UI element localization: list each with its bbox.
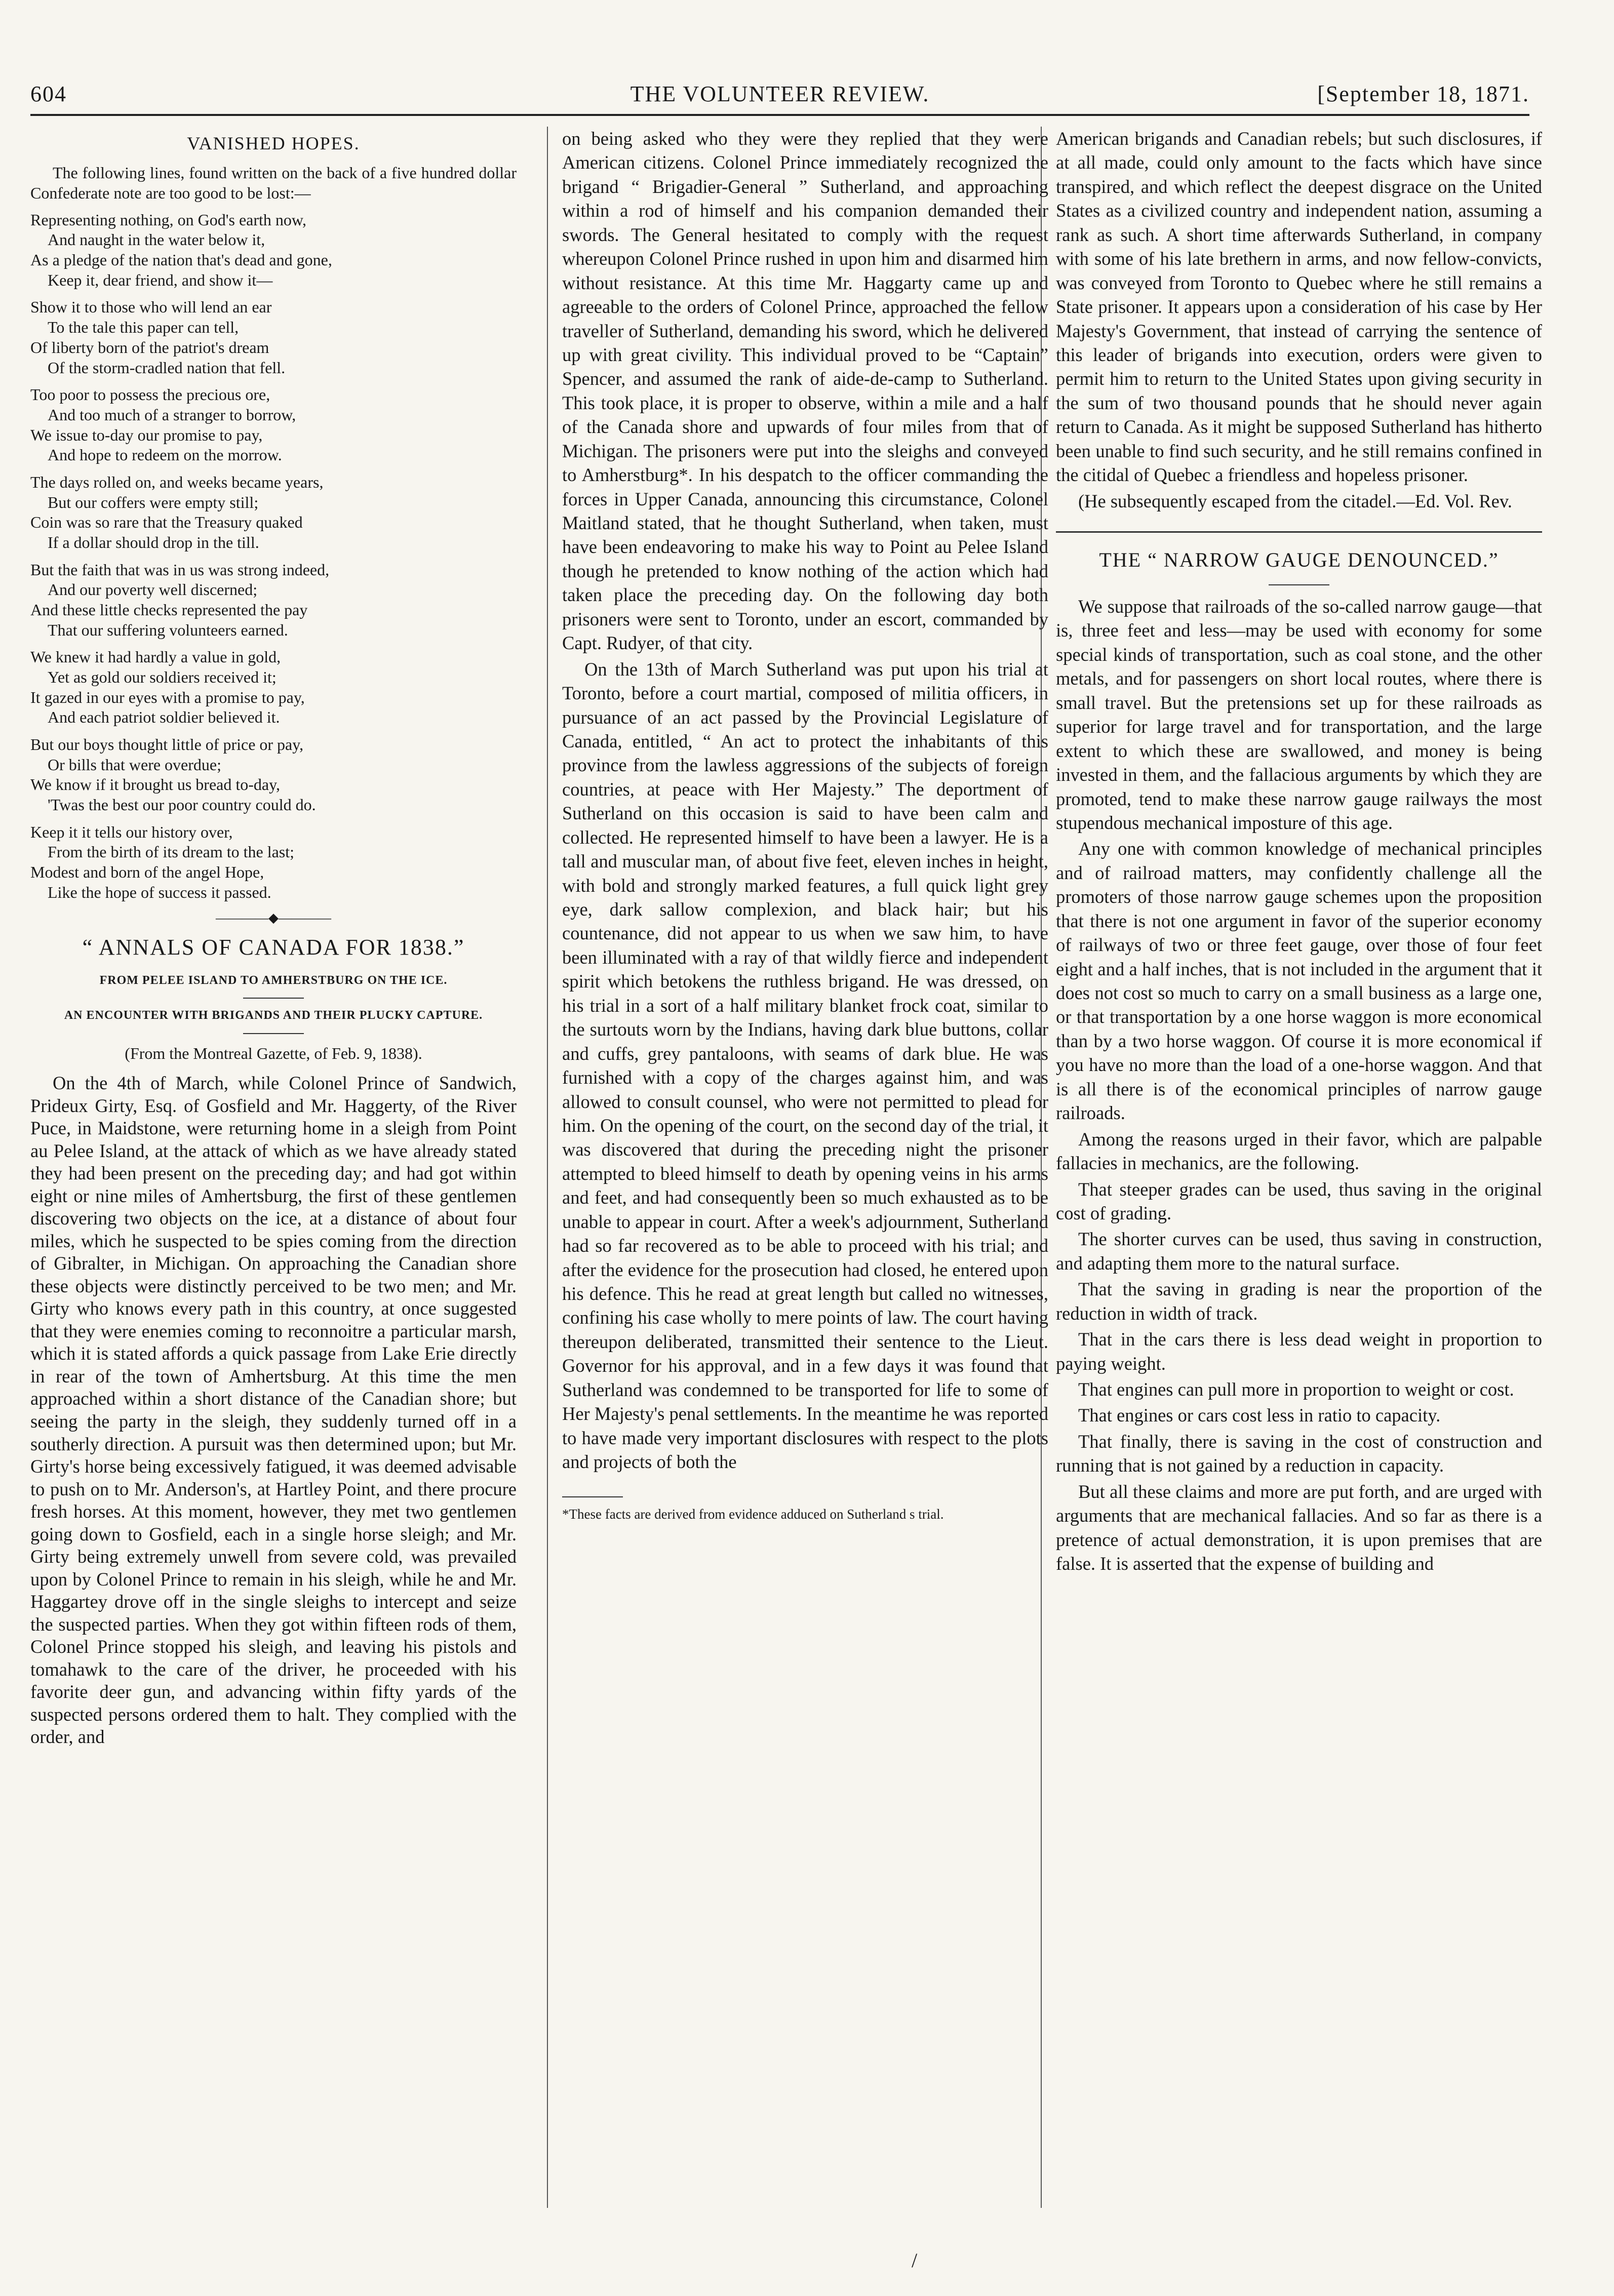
poem-stanza — [30, 647, 517, 728]
article-headline: THE “ NARROW GAUGE DENOUNCED.” — [1099, 548, 1499, 571]
footer-mark: / — [912, 2249, 918, 2272]
poem-line: To the tale this paper can tell, — [48, 318, 239, 337]
poem-line: Representing nothing, on God's earth now, — [30, 210, 306, 229]
poem-intro: The following lines, found written on the back of a five hundred dollar Confederate note are too good to be lost:— — [30, 163, 517, 202]
article-paragraph: Among the reasons urged in their favor, which are palpable fallacies in mechanics, are the following. — [1056, 1128, 1542, 1174]
article-paragraph: The shorter curves can be used, thus saving in construction, and adapting them more to the natural surface. — [1056, 1229, 1542, 1274]
divider — [1269, 584, 1329, 585]
poem-line: 'Twas the best our poor country could do. — [48, 795, 316, 814]
poem-line: Coin was so rare that the Treasury quaked — [30, 513, 303, 532]
poem-line: Show it to those who will lend an ear — [30, 298, 272, 316]
page-number: 604 — [30, 82, 67, 106]
poem-line: And these little checks represented the pay — [30, 600, 308, 619]
poem-line: Of liberty born of the patriot's dream — [30, 338, 269, 357]
poem-line: Of the storm-cradled nation that fell. — [48, 358, 286, 377]
poem-line: Modest and born of the angel Hope, — [30, 862, 264, 881]
poem-stanza — [30, 735, 517, 815]
poem-line: The days rolled on, and weeks became years, — [30, 472, 324, 491]
masthead: THE VOLUNTEER REVIEW. — [630, 82, 930, 106]
article-paragraph: But all these claims and more are put forth, and are urged with arguments that are mechanical fallacies. And so far as there is a pretence of actual demonstration, it is upon premises that are false. It is asserted that the expense of building and — [1056, 1481, 1542, 1574]
page-header — [30, 81, 1529, 129]
poem-line: And our poverty well discerned; — [48, 580, 258, 599]
article-subhead: FROM PELEE ISLAND TO AMHERSTBURG ON THE ICE. — [99, 974, 448, 987]
article-paragraph: On the 13th of March Sutherland was put upon his trial at Toronto, before a court martial, composed of militia officers, in pursuance of an act passed by the Provincial Legislature of Canada, entitled, “ An act to protect the inhabitants of this province from the lawless aggressions of the subjects of foreign countries, at peace with Her Majesty.” The deportment of Sutherland on this occasion is said to have been calm and collected. He represented himself to have been a lawyer. He is a tall and muscular man, of about five feet, eleven inches in height, with bold and strongly marked features, a full quick light grey eye, dark sallow complexion, and black hair; but his countenance, did not appear to us when we saw him, to have been illuminated with a ray of that wildly fierce and independent spirit which betokens the ruthless brigand. He was dressed, on his trial in a sort of a half military blanket frock coat, similar to the surtouts worn by the Indians, having dark blue buttons, collar and cuffs, grey pantaloons, with seams of dark blue. He was furnished with a copy of the charges against him, and was allowed to consult counsel, who were not permitted to plead for him. On the opening of the court, on the second day of the trial, it was discovered that during the preceding night the prisoner attempted to bleed himself to death by opening veins in his arms and feet, and had consequently been so much exhausted as to be unable to appear in court. After a week's adjournment, Sutherland had so far recovered as to be able to proceed with his trial; and after the evidence for the prosecution had closed, he entered upon his defence. This he read at great length but called no witnesses, confining his case wholly to mere points of law. The court having thereupon deliberated, transmitted their sentence to the Lieut. Governor for his approval, and in a few days it was found that Sutherland was condemned to be transported for life to some of Her Majesty's penal settlements. In the meantime he was reported to have made very important disclosures with respect to the plots and projects of both the — [562, 658, 1048, 1473]
poem-line: It gazed in our eyes with a promise to pay, — [30, 688, 305, 706]
article-source-credit: (From the Montreal Gazette, of Feb. 9, 1838). — [125, 1044, 422, 1062]
article-paragraph: That engines or cars cost less in ratio to capacity. — [1078, 1405, 1441, 1426]
poem-stanzas — [30, 210, 517, 903]
poem-line: As a pledge of the nation that's dead and gone, — [30, 251, 332, 269]
poem-line: We know if it brought us bread to-day, — [30, 775, 281, 794]
section-rule — [1056, 531, 1542, 533]
editor-note: (He subsequently escaped from the citadel.—Ed. Vol. Rev. — [1078, 490, 1512, 511]
poem-line: Yet as gold our soldiers received it; — [48, 667, 277, 686]
poem-stanza — [30, 210, 517, 291]
poem-stanza — [30, 297, 517, 378]
article-paragraph: That the saving in grading is near the proportion of the reduction in width of track. — [1056, 1279, 1542, 1324]
poem-line: And naught in the water below it, — [48, 230, 265, 249]
column-3 — [1056, 127, 1542, 2218]
article-paragraph: American brigands and Canadian rebels; but such disclosures, if at all made, could only amount to the facts which have since transpired, and which reflect the deepest disgrace on the United States as a civilized country and independent nation, assuming a rank as such. A short time afterwards Sutherland, in company with some of his late brethern in arms, and now fellow-convicts, was conveyed from Toronto to Quebec where he still remains a State prisoner. It appears upon a consideration of his case by Her Majesty's Government, that instead of carrying the sentence of this leader of brigands into execution, orders were given to permit him to return to the United States upon giving security in the sum of two thousand pounds that he should never again return to Canada. As it might be supposed Sutherland has hitherto been unable to find such security, and he still remains confined in the citidal of Quebec a friendless and hopeless prisoner. — [1056, 128, 1542, 486]
article-paragraph: Any one with common knowledge of mechanical principles and of railroad matters, may confidently challenge all the promoters of those narrow gauge schemes upon the proposition that there is not one argument in favor of the superior economy of railways of two or three feet gauge, over those of four feet eight and a half inches, that is not included in the argument that it does not cost so much to carry on a small business as a large one, or that transportation by a one horse waggon is more economical than by a two horse waggon. Of course it is more economical if you have no more than the load of a one-horse waggon. And that is all there is of the economical principles of narrow gauge railroads. — [1056, 838, 1542, 1124]
poem-line: We issue to-day our promise to pay, — [30, 425, 263, 444]
header-rule — [30, 114, 1529, 116]
poem-stanza — [30, 560, 517, 641]
poem-stanza — [30, 472, 517, 553]
article-paragraph: That finally, there is saving in the cost of construction and running that is not gained by a reduction in capacity. — [1056, 1431, 1542, 1476]
poem-line: Keep it, dear friend, and show it— — [48, 270, 273, 289]
poem-line: Too poor to possess the precious ore, — [30, 385, 270, 404]
article-paragraph: That engines can pull more in proportion to weight or cost. — [1078, 1379, 1514, 1400]
article-subhead: AN ENCOUNTER WITH BRIGANDS AND THEIR PLUCKY CAPTURE. — [64, 1009, 483, 1022]
poem-line: But our coffers were empty still; — [48, 493, 259, 511]
article-body — [1056, 595, 1542, 1576]
poem-line: Keep it it tells our history over, — [30, 822, 233, 841]
poem-title: VANISHED HOPES. — [187, 133, 360, 153]
article-paragraph: That in the cars there is less dead weight in proportion to paying weight. — [1056, 1329, 1542, 1374]
poem-line: That our suffering volunteers earned. — [48, 620, 288, 639]
poem-line: We knew it had hardly a value in gold, — [30, 648, 281, 666]
divider — [243, 1033, 304, 1034]
footnote: *These facts are derived from evidence adduced on Sutherland s trial. — [562, 1506, 944, 1522]
article-headline: “ ANNALS OF CANADA FOR 1838.” — [82, 935, 465, 960]
column-1 — [30, 127, 517, 2218]
poem-line: But our boys thought little of price or pay, — [30, 735, 304, 754]
poem-line: And too much of a stranger to borrow, — [48, 405, 296, 424]
article-paragraph: That steeper grades can be used, thus saving in the original cost of grading. — [1056, 1178, 1542, 1223]
poem-line: Like the hope of success it passed. — [48, 883, 271, 901]
divider — [243, 998, 304, 999]
section-ornament: ————◆———— — [216, 911, 331, 926]
poem-line: Or bills that were overdue; — [48, 755, 221, 774]
article-paragraph: On the 4th of March, while Colonel Prince of Sandwich, Prideux Girty, Esq. of Gosfield and Mr. Haggerty, of the River Puce, in Maidstone, were returning home in a sleigh from Point au Pelee Island, at the attack of which as we have already stated they had been present on the preceding day; and had got within eight or nine miles of Amhertsburg, the first of these gentlemen discovering two objects on the ice, at a distance of about four miles, which he suspected to be spies coming from the direction of Gibralter, in Michigan. On approaching the Canadian shore these objects were distinctly perceived to be two men; and Mr. Girty who knows every path in this country, at once suggested that they were enemies coming to reconnoitre a particular marsh, which it is stated affords a quick passage from Lake Erie directly in rear of the town of Amhertsburg. At this time the men approached within a short distance of the Canadian shore; but seeing the party in the sleigh, they suddenly turned off in a southerly direction. A pursuit was then determined upon; but Mr. Girty's horse being excessively fatigued, it was deemed advisable to push on to Mr. Anderson's, at Hartley Point, and there procure fresh horses. At this moment, however, they met two gentlemen going down to Gosfield, each in a single horse sleigh; and Mr. Girty being extremely unwell from severe cold, was prevailed upon by Colonel Prince to remain in his sleigh, while he and Mr. Haggartey drove off in the single sleighs to intercept and seize the suspected parties. When they got within fifteen rods of them, Colonel Prince stopped his sleigh, and leaving his pistols and tomahawk to the care of the driver, he proceeded with his favorite deer gun, and advancing within fifty yards of the suspected persons ordered them to halt. They complied with the order, and — [30, 1073, 517, 1748]
poem-stanza — [30, 822, 517, 903]
poem-line: And each patriot soldier believed it. — [48, 708, 280, 727]
article-paragraph: We suppose that railroads of the so-called narrow gauge—that is, three feet and less—may be used with economy for some special kinds of transportation, such as coal stone, and the other metals, and for passengers on short local routes, where there is small travel. But the pretensions set up for these railroads as superior for large travel and for transportation, and the large extent to which these are swallowed, and money is being invested in them, and the fallacious arguments by which they are promoted, tend to make these narrow gauge railways the most stupendous mechanical imposture of this age. — [1056, 596, 1542, 833]
footnote-rule — [562, 1496, 623, 1497]
article-paragraph: on being asked who they were they replied that they were American citizens. Colonel Prince immediately recognized the brigand “ Brigadier-General ” Sutherland, and approaching within a rod of himself and his companion demanded their swords. The General hesitated to comply with the request whereupon Colonel Prince rushed in upon him and disarmed him without resistance. At this time Mr. Haggarty came up and agreeable to the orders of Colonel Prince, approached the fellow traveller of Sutherland, demanding his sword, which he delivered up with great civility. This individual proved to be “Captain” Spencer, and assumed the rank of aide-de-camp to Sutherland. This took place, it is proper to observe, within a mile and a half of the Canada shore and upwards of four miles from that of Michigan. The prisoners were put into the sleighs and conveyed to Amherstburg*. In his despatch to the officer commanding the forces in Upper Canada, announcing this circumstance, Colonel Maitland stated, that he thought Sutherland, when taken, must have been endeavoring to make his way to Point au Pelee Island though he pretended to know nothing of the action which had taken place the preceding day. On the following day both prisoners were sent to Toronto, under an escort, commanded by Capt. Rudyer, of that city. — [562, 128, 1048, 654]
poem-line: But the faith that was in us was strong indeed, — [30, 560, 330, 579]
poem-stanza — [30, 385, 517, 465]
poem-line: From the birth of its dream to the last; — [48, 843, 295, 861]
column-divider — [547, 127, 548, 2208]
poem-line: If a dollar should drop in the till. — [48, 533, 259, 551]
issue-date: [September 18, 1871. — [1317, 82, 1529, 106]
column-2 — [562, 127, 1048, 2218]
poem-line: And hope to redeem on the morrow. — [48, 446, 282, 464]
